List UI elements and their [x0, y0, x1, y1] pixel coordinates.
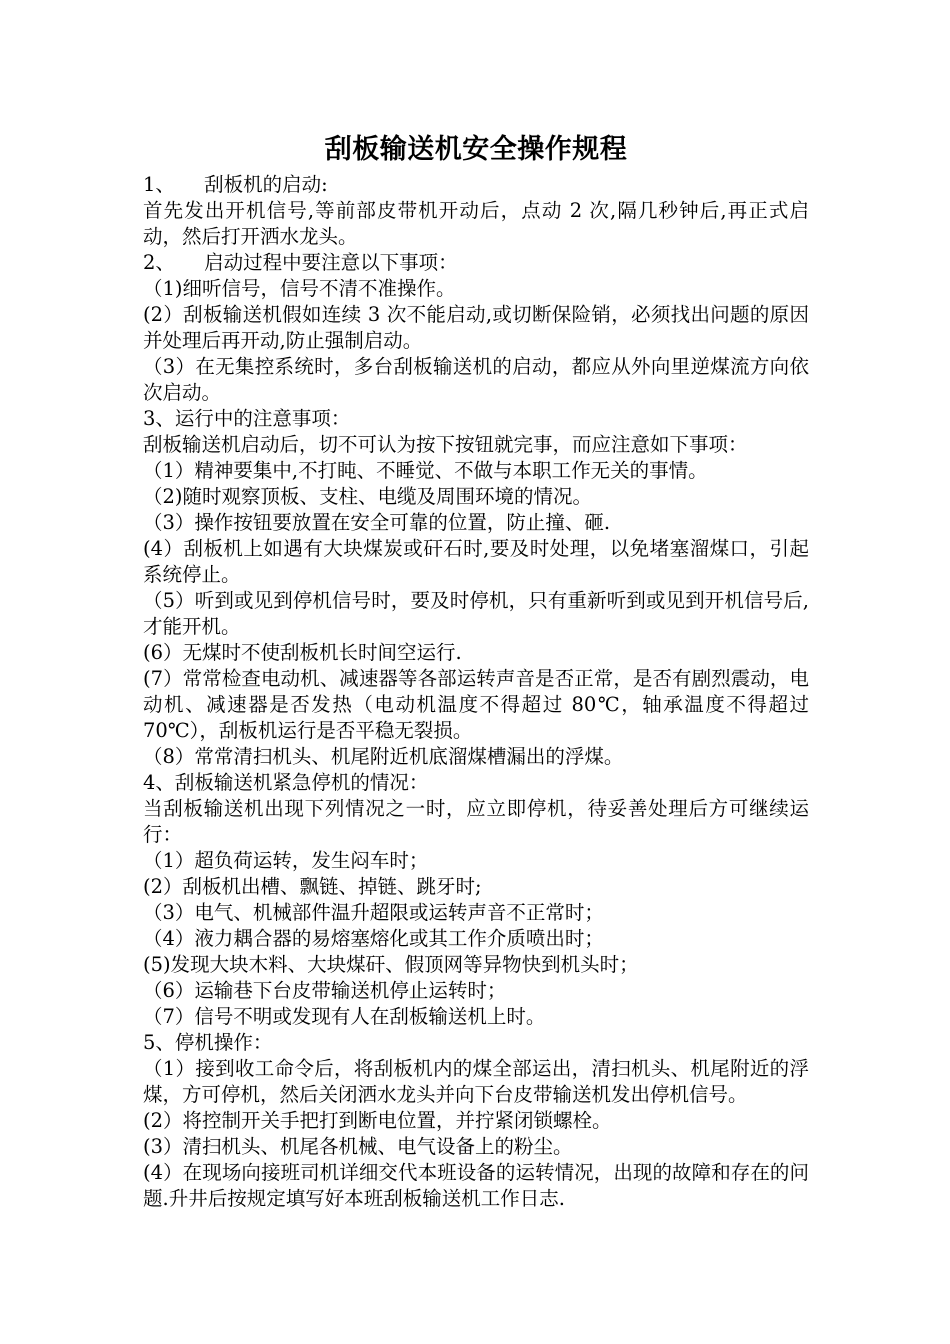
list-item: (7）常常检查电动机、减速器等各部运转声音是否正常，是否有剧烈震动，电动机、减速器是否发热（电动机温度不得超过 80℃，轴承温度不得超过 70℃），刮板机运行是否平稳无裂损。 [143, 667, 809, 742]
section-heading: 2、 启动过程中要注意以下事项： [143, 251, 458, 274]
list-item: (2）将控制开关手把打到断电位置，并拧紧闭锁螺栓。 [143, 1109, 612, 1132]
document-body [143, 172, 809, 1212]
list-item: （4）液力耦合器的易熔塞熔化或其工作介质喷出时； [143, 927, 604, 950]
list-item: （7）信号不明或发现有人在刮板输送机上时。 [143, 1005, 546, 1028]
list-item: （3）在无集控系统时，多台刮板输送机的启动，都应从外向里逆煤流方向依次启动。 [143, 355, 809, 404]
paragraph: 刮板输送机启动后，切不可认为按下按钮就完事，而应注意如下事项： [143, 433, 748, 456]
list-item: （1）超负荷运转，发生闷车时； [143, 849, 429, 872]
section-heading: 1、 刮板机的启动: [143, 173, 328, 196]
list-item: （1）精神要集中,不打盹、不睡觉、不做与本职工作无关的事情。 [143, 459, 708, 482]
list-item: （1)细听信号，信号不清不准操作。 [143, 277, 456, 300]
section-heading: 5、停机操作： [143, 1031, 273, 1054]
list-item: (6）无煤时不使刮板机长时间空运行. [143, 641, 462, 664]
list-item: （8）常常清扫机头、机尾附近机底溜煤槽漏出的浮煤。 [143, 745, 624, 768]
paragraph: 当刮板输送机出现下列情况之一时，应立即停机，待妥善处理后方可继续运行： [143, 797, 809, 846]
list-item: （6）运输巷下台皮带输送机停止运转时； [143, 979, 507, 1002]
list-item: （5）听到或见到停机信号时，要及时停机，只有重新听到或见到开机信号后,才能开机。 [143, 589, 809, 638]
list-item: (4）在现场向接班司机详细交代本班设备的运转情况，出现的故障和存在的问题.升井后按规定填写好本班刮板输送机工作日志. [143, 1161, 809, 1210]
section-heading: 3、运行中的注意事项： [143, 407, 351, 430]
list-item: (2）刮板输送机假如连续 3 次不能启动,或切断保险销，必须找出问题的原因并处理后再开动,防止强制启动。 [143, 303, 809, 352]
list-item: (2）刮板机出槽、飘链、掉链、跳牙时; [143, 875, 482, 898]
list-item: （1）接到收工命令后，将刮板机内的煤全部运出，清扫机头、机尾附近的浮煤，方可停机，然后关闭洒水龙头并向下台皮带输送机发出停机信号。 [143, 1057, 809, 1106]
list-item: （3）电气、机械部件温升超限或运转声音不正常时； [143, 901, 604, 924]
list-item: (5)发现大块木料、大块煤矸、假顶网等异物快到机头时； [143, 953, 639, 976]
section-heading: 4、刮板输送机紧急停机的情况： [143, 771, 429, 794]
document-title: 刮板输送机安全操作规程 [324, 134, 628, 165]
list-item: （2)随时观察顶板、支柱、电缆及周围环境的情况。 [143, 485, 593, 508]
document-page [143, 128, 809, 1212]
list-item: （3）操作按钮要放置在安全可靠的位置，防止撞、砸. [143, 511, 611, 534]
list-item: (4）刮板机上如遇有大块煤炭或矸石时,要及时处理，以免堵塞溜煤口，引起系统停止。 [143, 537, 809, 586]
paragraph: 首先发出开机信号,等前部皮带机开动后，点动 2 次,隔几秒钟后,再正式启动，然后打开洒水龙头。 [143, 199, 809, 248]
list-item: (3）清扫机头、机尾各机械、电气设备上的粉尘。 [143, 1135, 573, 1158]
